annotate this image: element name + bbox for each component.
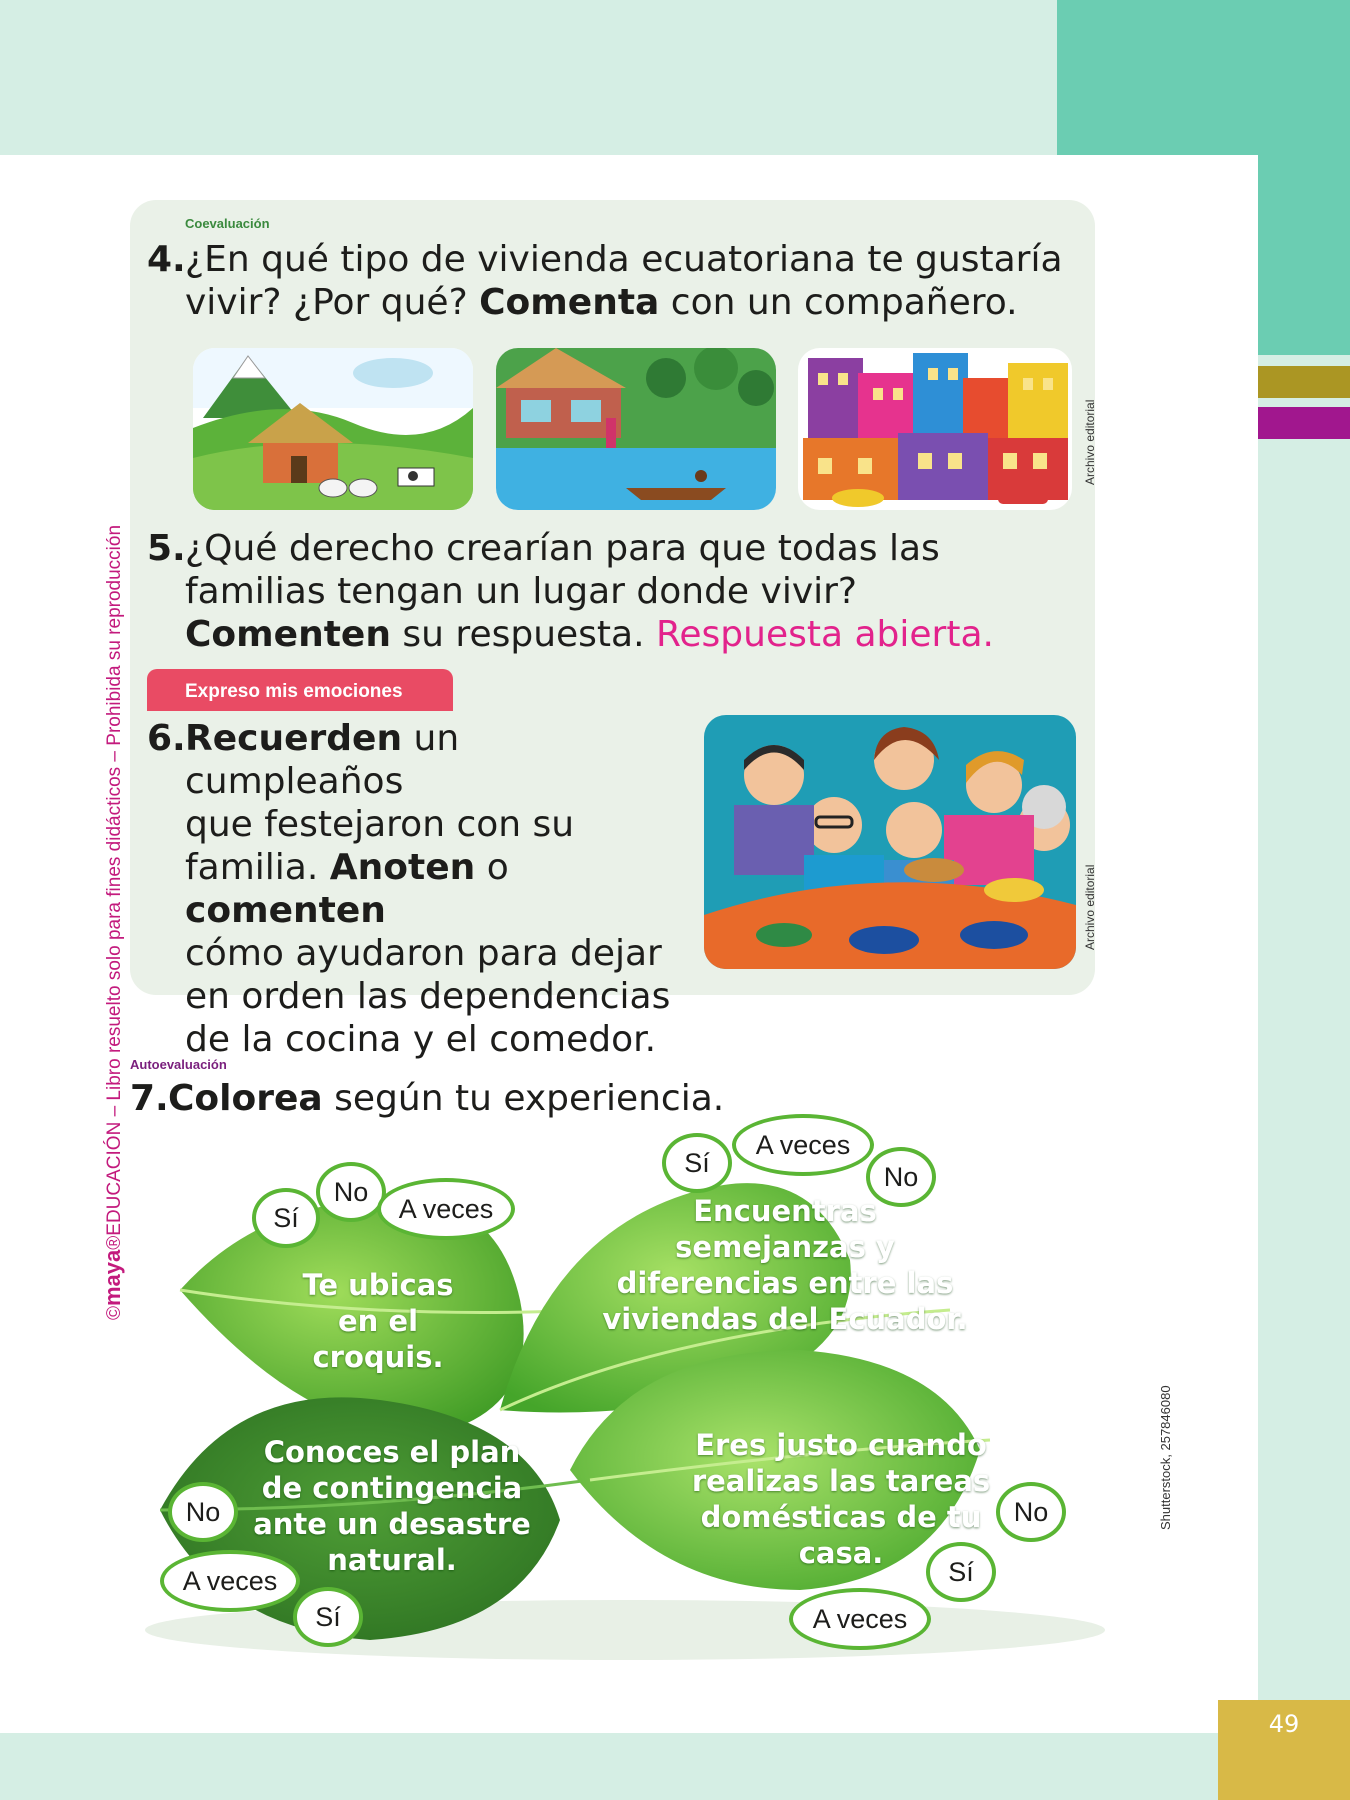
coevaluacion-label: Coevaluación — [185, 216, 270, 231]
leaf-3-no-bubble[interactable]: No — [168, 1482, 238, 1542]
gold-tab — [1258, 366, 1350, 398]
leaf-1-line: croquis. — [312, 1340, 444, 1374]
question-7-text — [168, 1077, 724, 1120]
question-6-line6: de la cocina y el comedor. — [185, 1019, 657, 1060]
leaf-3-text — [242, 1434, 542, 1578]
q6-keyword: Anoten — [329, 847, 476, 888]
leaf-3-line: natural. — [327, 1543, 457, 1577]
question-4-line2 — [185, 281, 1063, 324]
leaf-1-line: Te ubicas — [302, 1268, 454, 1302]
purple-tab — [1258, 407, 1350, 439]
leaf-3-line: ante un desastre — [253, 1507, 531, 1541]
family-birthday-illustration — [704, 715, 1076, 969]
question-5-text — [185, 527, 994, 656]
amazon-house-drawing — [496, 348, 776, 510]
page-number — [1218, 1700, 1350, 1800]
stock-credit: Shutterstock, 257846080 — [1158, 1385, 1173, 1530]
q5-keyword: Comenten — [185, 614, 391, 655]
leaf-4-aveces-bubble[interactable]: A veces — [789, 1588, 931, 1650]
leaf-4-line: Eres justo cuando — [695, 1428, 987, 1462]
bottom-band — [0, 1733, 1350, 1800]
images-credit: Archivo editorial — [1083, 399, 1097, 485]
leaf-2-line: viviendas del Ecuador. — [602, 1302, 968, 1336]
leaf-4-line: realizas las tareas — [691, 1464, 991, 1498]
q7-text: según tu experiencia. — [322, 1078, 725, 1119]
question-6 — [147, 717, 687, 1060]
leaf-2-no-bubble[interactable]: No — [866, 1147, 936, 1207]
question-5-line2: familias tengan un lugar donde vivir? — [185, 571, 858, 612]
autoevaluacion-label: Autoevaluación — [130, 1057, 227, 1072]
family-birthday-drawing — [704, 715, 1076, 969]
amazon-house-illustration — [496, 348, 776, 510]
question-6-line2: que festejaron con su — [185, 804, 575, 845]
question-6-line5: en orden las dependencias — [185, 976, 671, 1017]
leaf-4-line: domésticas de tu — [700, 1500, 982, 1534]
leaf-1-line: en el — [337, 1304, 419, 1338]
leaf-3-aveces-bubble[interactable]: A veces — [160, 1550, 300, 1612]
question-6-line3 — [185, 846, 687, 932]
page-number-text: 49 — [1268, 1710, 1300, 1738]
leaf-3-line: de contingencia — [261, 1471, 523, 1505]
copyright-symbol: © — [104, 1306, 125, 1320]
q4-keyword: Comenta — [479, 282, 660, 323]
leaf-4-si-bubble[interactable]: Sí — [926, 1542, 996, 1602]
question-6-line1 — [185, 717, 687, 803]
leaf-3-line: Conoces el plan — [263, 1435, 521, 1469]
q6-text: un cumpleaños — [185, 718, 460, 802]
leaf-1-no-bubble[interactable]: No — [316, 1162, 386, 1222]
leaf-3-si-bubble[interactable]: Sí — [293, 1587, 363, 1647]
question-number: 4. — [147, 239, 186, 280]
question-number: 6. — [147, 718, 186, 759]
andean-house-drawing — [193, 348, 473, 510]
registered-symbol: ® — [104, 1235, 125, 1250]
question-4-line1: ¿En qué tipo de vivienda ecuatoriana te gustaría — [185, 239, 1063, 280]
leaf-4-line: casa. — [798, 1536, 884, 1570]
q6-text: o — [475, 847, 509, 888]
leaf-1-aveces-bubble[interactable]: A veces — [377, 1178, 515, 1240]
right-teal-tab — [1258, 155, 1350, 355]
photo-credit: Archivo editorial — [1083, 864, 1097, 950]
question-number: 7. — [130, 1078, 169, 1119]
question-4 — [147, 238, 1067, 328]
leaf-4-no-bubble[interactable]: No — [996, 1482, 1066, 1542]
q5-text: su respuesta. — [390, 614, 656, 655]
leaf-2-line: semejanzas y — [675, 1230, 895, 1264]
city-buildings-drawing — [798, 348, 1072, 510]
question-5 — [147, 527, 1067, 662]
leaf-2-line: diferencias entre las — [616, 1266, 954, 1300]
q4-text: vivir? ¿Por qué? — [185, 282, 480, 323]
side-credit-text: EDUCACIÓN – Libro resuelto solo para fines didácticos – Prohibida su reproducción — [104, 524, 125, 1236]
expreso-emociones-label: Expreso mis emociones — [147, 669, 453, 711]
q6-keyword: comenten — [185, 890, 386, 931]
top-right-band — [1057, 0, 1350, 155]
question-5-line1: ¿Qué derecho crearían para que todas las — [185, 528, 940, 569]
leaf-2-aveces-bubble[interactable]: A veces — [732, 1114, 874, 1176]
q5-answer: Respuesta abierta. — [655, 614, 994, 655]
q7-keyword: Colorea — [168, 1078, 323, 1119]
leaf-2-si-bubble[interactable]: Sí — [662, 1133, 732, 1193]
q6-text: familia. — [185, 847, 330, 888]
question-4-text — [185, 238, 1063, 324]
brand-name: maya — [100, 1249, 125, 1306]
question-5-line3 — [185, 613, 994, 656]
question-number: 5. — [147, 528, 186, 569]
leaf-1-text — [258, 1267, 498, 1375]
leaf-1-si-bubble[interactable]: Sí — [252, 1188, 320, 1248]
city-buildings-illustration — [798, 348, 1072, 510]
leaf-2-text — [590, 1193, 980, 1337]
question-7 — [130, 1077, 830, 1122]
q6-keyword: Recuerden — [185, 718, 403, 759]
question-6-text — [185, 717, 687, 1061]
question-6-line4: cómo ayudaron para dejar — [185, 933, 662, 974]
q4-text-end: con un compañero. — [659, 282, 1018, 323]
leaf-2-line: Encuentras — [693, 1194, 877, 1228]
andean-house-illustration — [193, 348, 473, 510]
